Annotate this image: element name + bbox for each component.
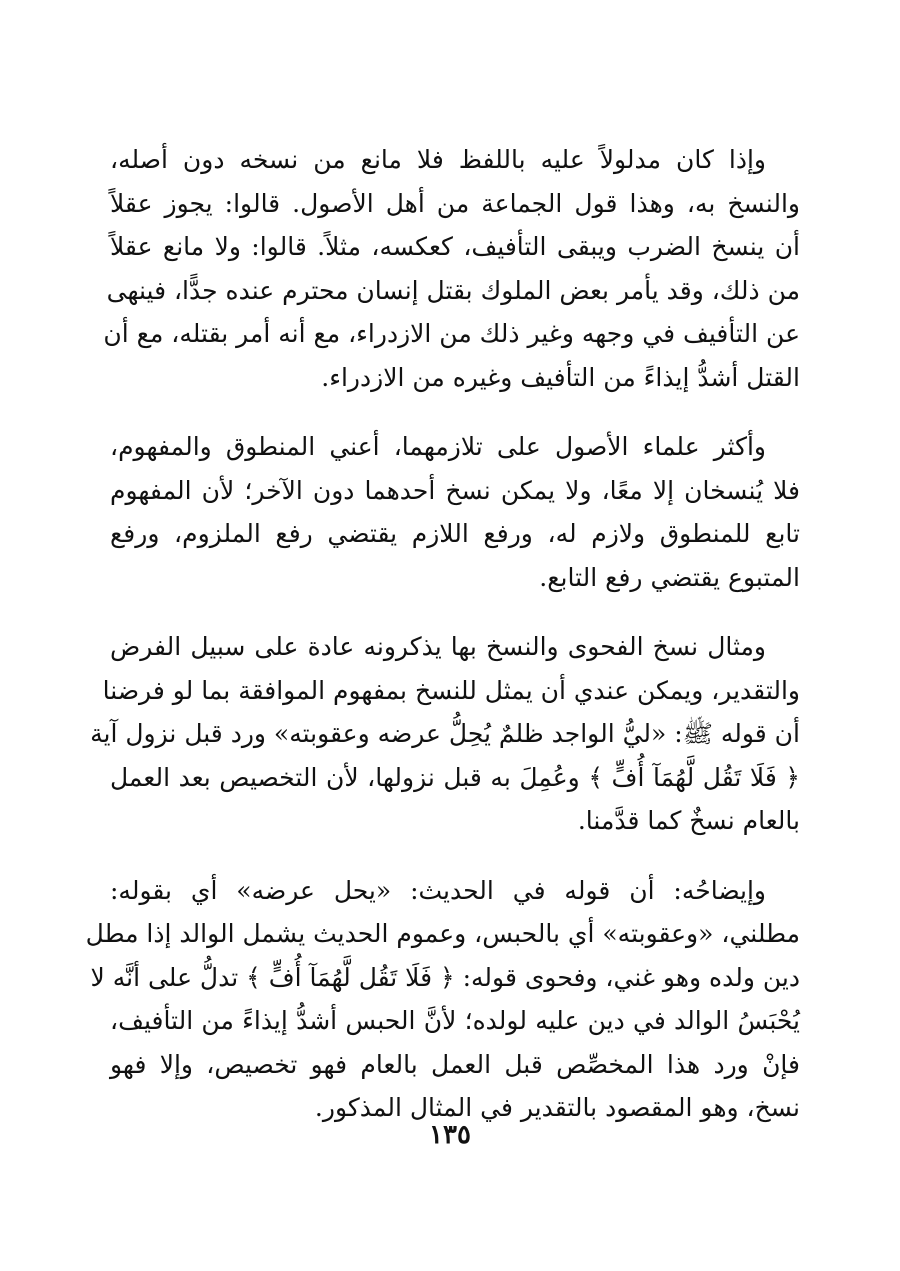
text-line: أن ينسخ الضرب ويبقى التأفيف، كعكسه، مثلاً. قالوا: ولا مانع عقلاً	[110, 232, 800, 261]
text-line: تابع للمنطوق ولازم له، ورفع اللازم يقتضي رفع الملزوم، ورفع	[110, 519, 800, 548]
text-line: والتقدير، ويمكن عندي أن يمثل للنسخ بمفهوم الموافقة بما لو فرضنا	[102, 675, 800, 705]
paragraph-1	[103, 138, 800, 399]
text-line: بالعام نسخٌ كما قدَّمنا.	[577, 806, 800, 835]
text-line: ﴿ فَلَا تَقُل لَّهُمَآ أُفٍّ ﴾ وعُمِلَ به قبل نزولها، لأن التخصيص بعد العمل	[110, 762, 800, 792]
text-line: ومثال نسخ الفحوى والنسخ بها يذكرونه عادة على سبيل الفرض	[110, 632, 766, 661]
text-line: نسخ، وهو المقصود بالتقدير في المثال المذكور.	[314, 1093, 800, 1122]
page-body	[85, 138, 800, 1130]
text-line: عن التأفيف في وجهه وغير ذلك من الازدراء، مع أنه أمر بقتله، مع أن	[103, 319, 800, 348]
paragraph-3	[90, 625, 800, 843]
text-line: وإيضاحُه: أن قوله في الحديث: «يحل عرضه» أي بقوله:	[110, 875, 766, 905]
text-line: من ذلك، وقد يأمر بعض الملوك بقتل إنسان محترم عنده جدًّا، فينهى	[106, 275, 800, 305]
page-number: ١٣٥	[429, 1120, 471, 1150]
text-line: مطلني، «وعقوبته» أي بالحبس، وعموم الحديث يشمل الوالد إذا مطل	[85, 919, 800, 948]
text-line: وإذا كان مدلولاً عليه باللفظ فلا مانع من نسخه دون أصله،	[110, 145, 766, 174]
text-line: فإنْ ورد هذا المخصِّص قبل العمل بالعام فهو تخصيص، وإلا فهو	[110, 1049, 800, 1079]
paragraph-4	[85, 869, 800, 1130]
text-line: يُحْبَسُ الوالد في دين عليه لولده؛ لأنَّ الحبس أشدُّ إيذاءً من التأفيف،	[110, 1006, 800, 1035]
paragraph-2	[110, 425, 800, 599]
text-line: أن قوله ﷺ: «ليُّ الواجد ظلمٌ يُحِلُّ عرضه وعقوبته» ورد قبل نزول آية	[90, 719, 800, 748]
text-line: فلا يُنسخان إلا معًا، ولا يمكن نسخ أحدهما دون الآخر؛ لأن المفهوم	[110, 475, 800, 505]
text-line: وأكثر علماء الأصول على تلازمهما، أعني المنطوق والمفهوم،	[110, 432, 766, 461]
text-line: دين ولده وهو غني، وفحوى قوله: ﴿ فَلَا تَقُل لَّهُمَآ أُفٍّ ﴾ تدلُّ على أنَّه لا	[90, 962, 800, 992]
text-line: القتل أشدُّ إيذاءً من التأفيف وغيره من الازدراء.	[321, 362, 800, 392]
text-line: والنسخ به، وهذا قول الجماعة من أهل الأصول. قالوا: يجوز عقلاً	[110, 188, 800, 218]
text-line: المتبوع يقتضي رفع التابع.	[539, 562, 800, 592]
